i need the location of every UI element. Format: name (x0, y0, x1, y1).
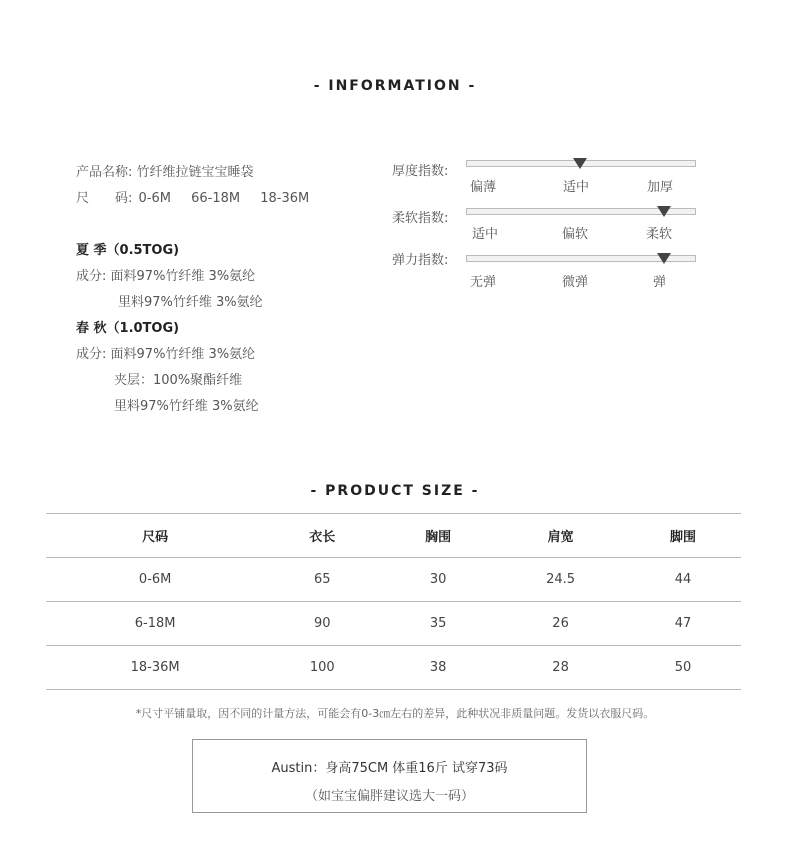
table-cell: 26 (496, 602, 625, 646)
softness-index-label: 柔软指数: (392, 211, 449, 226)
table-cell: 65 (264, 558, 380, 602)
spring-autumn-outer-row (76, 342, 325, 368)
size-table-header-row (46, 514, 741, 558)
thickness-index-label: 厚度指数: (392, 164, 449, 179)
elasticity-tick: 弹 (653, 275, 667, 290)
summer-outer: 面料97%竹纤维 3%氨纶 (110, 269, 256, 284)
size-table-header: 肩宽 (496, 514, 625, 558)
table-cell: 28 (496, 646, 625, 690)
summer-lining: 里料97%竹纤维 3%氨纶 (118, 295, 263, 310)
product-size-title: - PRODUCT SIZE - (310, 483, 480, 499)
softness-tick: 适中 (472, 227, 499, 242)
try-on-advice: （如宝宝偏胖建议选大一码） (304, 789, 474, 804)
size-table (46, 513, 741, 690)
try-on-box (192, 739, 587, 813)
spring-autumn-outer: 面料97%竹纤维 3%氨纶 (110, 347, 256, 362)
softness-tick: 柔软 (646, 227, 673, 242)
product-name-label: 产品名称: (76, 165, 133, 180)
measurement-note: *尺寸平铺量取，因不同的计量方法，可能会有0-3㎝左右的差异，此种状况非质量问题。发货以衣服尺码。 (135, 707, 655, 720)
elasticity-index-marker-icon (657, 253, 671, 264)
summer-composition-label: 成分: (76, 269, 107, 284)
table-cell: 24.5 (496, 558, 625, 602)
spring-autumn-lining: 里料97%竹纤维 3%氨纶 (114, 399, 259, 414)
table-cell: 38 (380, 646, 496, 690)
table-cell: 100 (264, 646, 380, 690)
thickness-tick: 适中 (563, 180, 590, 195)
thickness-tick: 加厚 (647, 180, 674, 195)
spring-autumn-filling: 夹层：100%聚酯纤维 (114, 373, 243, 388)
size-option: 66-18M (191, 191, 241, 206)
size-table-header: 脚围 (625, 514, 741, 558)
size-option: 18-36M (260, 191, 310, 206)
table-cell: 0-6M (46, 558, 264, 602)
product-size-label: 尺 码: (76, 191, 133, 206)
elasticity-tick: 无弹 (470, 275, 497, 290)
table-cell: 30 (380, 558, 496, 602)
table-cell: 35 (380, 602, 496, 646)
size-table-header: 尺码 (46, 514, 264, 558)
summer-outer-row (76, 264, 325, 290)
softness-tick: 偏软 (562, 227, 589, 242)
table-row (46, 558, 741, 602)
elasticity-index-label: 弹力指数: (392, 253, 449, 268)
spring-autumn-title: 春 秋（1.0TOG) (76, 321, 180, 336)
product-info (76, 160, 325, 420)
table-cell: 18-36M (46, 646, 264, 690)
product-name-value: 竹纤维拉链宝宝睡袋 (136, 165, 254, 180)
spring-autumn-composition-label: 成分: (76, 347, 107, 362)
table-cell: 90 (264, 602, 380, 646)
size-table-header: 衣长 (264, 514, 380, 558)
summer-title: 夏 季（0.5TOG) (76, 243, 180, 258)
product-size-row (76, 186, 325, 212)
elasticity-tick: 微弹 (562, 275, 589, 290)
table-cell: 47 (625, 602, 741, 646)
table-cell: 44 (625, 558, 741, 602)
table-row (46, 646, 741, 690)
thickness-tick: 偏薄 (470, 180, 497, 195)
table-cell: 6-18M (46, 602, 264, 646)
thickness-index-marker-icon (573, 158, 587, 169)
table-row (46, 602, 741, 646)
try-on-model-info: Austin：身高75CM 体重16斤 试穿73码 (271, 761, 508, 776)
table-cell: 50 (625, 646, 741, 690)
size-option: 0-6M (138, 191, 171, 206)
softness-index-marker-icon (657, 206, 671, 217)
product-name-row (76, 160, 325, 186)
information-title: - INFORMATION - (313, 78, 477, 94)
size-table-header: 胸围 (380, 514, 496, 558)
